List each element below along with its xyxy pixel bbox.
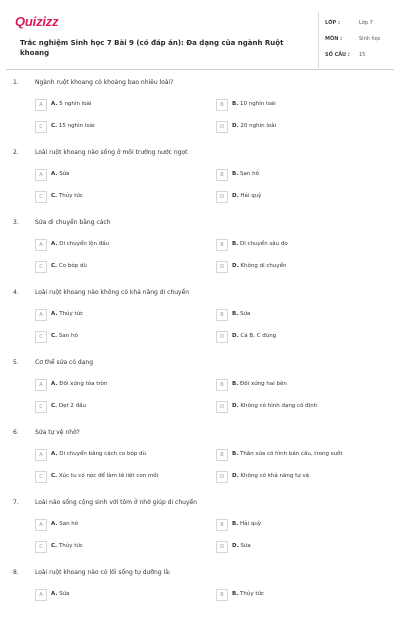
option-label: Cả B, C đúng bbox=[240, 333, 277, 339]
option-label: San hô bbox=[59, 521, 79, 527]
option-key: A. bbox=[51, 241, 58, 247]
option-text bbox=[51, 101, 91, 107]
option-text bbox=[232, 311, 250, 317]
option-key: C. bbox=[51, 543, 58, 549]
option-text bbox=[51, 543, 83, 549]
answer-option[interactable] bbox=[216, 379, 376, 391]
option-key: B. bbox=[232, 521, 239, 527]
option-key: A. bbox=[51, 311, 58, 317]
question-item bbox=[6, 359, 394, 429]
option-key: C. bbox=[51, 403, 58, 409]
option-text bbox=[232, 193, 261, 199]
answer-option[interactable] bbox=[35, 331, 195, 343]
option-key: C. bbox=[51, 333, 58, 339]
option-text bbox=[51, 591, 70, 597]
option-label: Thân sứa có hình bán cầu, trong suốt bbox=[240, 451, 343, 457]
option-letter-box[interactable]: B bbox=[216, 449, 228, 461]
option-text bbox=[232, 473, 311, 479]
question-number: 6. bbox=[13, 429, 19, 436]
option-text bbox=[51, 403, 86, 409]
option-key: B. bbox=[232, 451, 239, 457]
info-row-grade bbox=[325, 20, 395, 32]
question-item bbox=[6, 289, 394, 359]
answer-option[interactable] bbox=[216, 191, 376, 203]
option-label: Di chuyển lộn đầu bbox=[59, 241, 110, 247]
option-label: 10 nghìn loài bbox=[240, 101, 276, 107]
answer-option[interactable] bbox=[216, 589, 376, 601]
option-label: San hô bbox=[58, 333, 78, 339]
question-text: Cơ thể sứa có dạng bbox=[35, 359, 94, 366]
question-number: 8. bbox=[13, 569, 19, 576]
option-letter-box[interactable]: A bbox=[35, 449, 47, 461]
option-label: Không có khả năng tự vệ. bbox=[240, 473, 311, 479]
answer-option[interactable] bbox=[216, 121, 376, 133]
option-letter-box[interactable]: B bbox=[216, 379, 228, 391]
question-item bbox=[6, 79, 394, 149]
option-text bbox=[51, 123, 95, 129]
option-text bbox=[232, 521, 261, 527]
question-number: 7. bbox=[13, 499, 19, 506]
answer-option[interactable] bbox=[35, 589, 195, 601]
option-label: San hô bbox=[240, 171, 259, 177]
option-letter-box[interactable]: C bbox=[35, 191, 47, 203]
answer-option[interactable] bbox=[35, 309, 195, 321]
info-value: 15 bbox=[359, 52, 366, 58]
option-key: D. bbox=[232, 123, 239, 129]
answer-option[interactable] bbox=[216, 541, 376, 553]
option-letter-box[interactable]: A bbox=[35, 589, 47, 601]
answer-option[interactable] bbox=[216, 449, 376, 461]
option-key: B. bbox=[232, 101, 239, 107]
option-text bbox=[232, 123, 276, 129]
answer-option[interactable] bbox=[35, 121, 195, 133]
option-letter-box[interactable]: C bbox=[35, 401, 47, 413]
option-label: 5 nghìn loài bbox=[59, 101, 92, 107]
option-label: Xúc tu có nọc để làm tê liệt con mồi bbox=[58, 473, 159, 479]
question-text: Sứa tự vệ nhờ? bbox=[35, 429, 80, 436]
option-label: Không di chuyển bbox=[240, 263, 287, 269]
answer-option[interactable] bbox=[216, 99, 376, 111]
option-text bbox=[51, 311, 83, 317]
answer-option[interactable] bbox=[216, 519, 376, 531]
option-text bbox=[232, 403, 317, 409]
option-key: C. bbox=[51, 473, 58, 479]
option-key: D. bbox=[232, 333, 239, 339]
option-letter-box[interactable]: C bbox=[35, 261, 47, 273]
answer-option[interactable] bbox=[35, 379, 195, 391]
option-text bbox=[51, 521, 78, 527]
option-letter-box[interactable]: B bbox=[216, 519, 228, 531]
answer-option[interactable] bbox=[35, 191, 195, 203]
option-label: Di chuyển sâu đo bbox=[240, 241, 288, 247]
question-text: Loài ruột khoang nào không có khả năng di chuyển bbox=[35, 289, 190, 296]
answer-option[interactable] bbox=[35, 169, 195, 181]
option-label: 20 nghìn loài bbox=[240, 123, 277, 129]
option-letter-box[interactable]: C bbox=[35, 331, 47, 343]
answer-option[interactable] bbox=[35, 239, 195, 251]
option-key: C. bbox=[51, 193, 58, 199]
option-key: D. bbox=[232, 263, 239, 269]
option-label: Sứa bbox=[59, 591, 70, 597]
option-text bbox=[232, 451, 343, 457]
option-text bbox=[51, 451, 146, 457]
question-number: 3. bbox=[13, 219, 19, 226]
option-letter-box[interactable]: A bbox=[35, 379, 47, 391]
answer-option[interactable] bbox=[216, 309, 376, 321]
option-letter-box[interactable]: D bbox=[216, 471, 228, 483]
option-letter-box[interactable]: A bbox=[35, 309, 47, 321]
option-text bbox=[51, 241, 109, 247]
option-key: A. bbox=[51, 451, 58, 457]
option-letter-box[interactable]: D bbox=[216, 331, 228, 343]
option-text bbox=[232, 543, 251, 549]
option-label: Sứa bbox=[59, 171, 70, 177]
option-label: Thủy tức bbox=[58, 543, 83, 549]
quizizz-logo: Quizizz bbox=[15, 14, 59, 29]
option-letter-box[interactable]: B bbox=[216, 589, 228, 601]
option-text bbox=[232, 263, 286, 269]
option-text bbox=[51, 473, 158, 479]
answer-option[interactable] bbox=[216, 401, 376, 413]
option-letter-box[interactable]: C bbox=[35, 471, 47, 483]
option-letter-box[interactable]: B bbox=[216, 309, 228, 321]
option-label: Sứa bbox=[240, 311, 251, 317]
option-key: A. bbox=[51, 521, 58, 527]
info-key: MÔN : bbox=[325, 36, 343, 42]
option-letter-box[interactable]: D bbox=[216, 121, 228, 133]
info-key: LỚP : bbox=[325, 20, 340, 26]
answer-option[interactable] bbox=[216, 239, 376, 251]
answer-option[interactable] bbox=[35, 261, 195, 273]
option-key: B. bbox=[232, 241, 239, 247]
option-text bbox=[232, 241, 288, 247]
answer-option[interactable] bbox=[35, 519, 195, 531]
option-text bbox=[232, 171, 259, 177]
option-key: C. bbox=[51, 263, 58, 269]
info-box bbox=[318, 12, 395, 68]
option-label: Di chuyển bằng cách co bóp dù bbox=[59, 451, 147, 457]
answer-option[interactable] bbox=[35, 449, 195, 461]
question-item bbox=[6, 569, 394, 639]
option-label: Sứa bbox=[240, 543, 251, 549]
option-key: B. bbox=[232, 171, 239, 177]
question-number: 1. bbox=[13, 79, 19, 86]
info-row-subject bbox=[325, 36, 395, 48]
option-key: A. bbox=[51, 171, 58, 177]
option-text bbox=[51, 333, 78, 339]
question-item bbox=[6, 499, 394, 569]
answer-option[interactable] bbox=[35, 471, 195, 483]
answer-option[interactable] bbox=[216, 331, 376, 343]
option-label: Thủy tức bbox=[240, 591, 265, 597]
option-letter-box[interactable]: D bbox=[216, 261, 228, 273]
option-label: Co bóp dù bbox=[58, 263, 87, 269]
question-item bbox=[6, 429, 394, 499]
info-value: Sinh học bbox=[359, 36, 381, 42]
option-key: A. bbox=[51, 591, 58, 597]
option-letter-box[interactable]: D bbox=[216, 191, 228, 203]
option-letter-box[interactable]: B bbox=[216, 99, 228, 111]
option-label: Thủy tức bbox=[58, 193, 83, 199]
option-letter-box[interactable]: A bbox=[35, 239, 47, 251]
option-key: D. bbox=[232, 403, 239, 409]
option-label: Dẹt 2 đầu bbox=[58, 403, 87, 409]
option-key: D. bbox=[232, 193, 239, 199]
answer-option[interactable] bbox=[35, 401, 195, 413]
option-label: Hải quỳ bbox=[240, 521, 262, 527]
option-letter-box[interactable]: B bbox=[216, 169, 228, 181]
option-letter-box[interactable]: D bbox=[216, 541, 228, 553]
info-row-count bbox=[325, 52, 395, 64]
question-number: 2. bbox=[13, 149, 19, 156]
option-key: B. bbox=[232, 311, 239, 317]
option-key: A. bbox=[51, 101, 58, 107]
answer-option[interactable] bbox=[216, 471, 376, 483]
option-label: Đối xứng tỏa tròn bbox=[59, 381, 108, 387]
option-label: Thủy tức bbox=[59, 311, 84, 317]
question-item bbox=[6, 219, 394, 289]
option-letter-box[interactable]: C bbox=[35, 541, 47, 553]
question-text: Sứa di chuyển bằng cách bbox=[35, 219, 111, 226]
option-text bbox=[232, 591, 264, 597]
option-text bbox=[232, 101, 276, 107]
option-text bbox=[232, 381, 287, 387]
option-letter-box[interactable]: B bbox=[216, 239, 228, 251]
option-key: C. bbox=[51, 123, 58, 129]
question-text: Loài ruột khoang nào sống ở môi trường nước ngọt bbox=[35, 149, 188, 156]
option-label: Đối xứng hai bên bbox=[240, 381, 287, 387]
question-text: Loài ruột khoang nào có lối sống tự dưỡng là: bbox=[35, 569, 171, 576]
option-key: B. bbox=[232, 381, 239, 387]
info-key: SỐ CÂU : bbox=[325, 52, 350, 58]
answer-option[interactable] bbox=[216, 261, 376, 273]
answer-option[interactable] bbox=[35, 541, 195, 553]
option-text bbox=[51, 263, 87, 269]
document-header bbox=[6, 8, 394, 68]
option-letter-box[interactable]: A bbox=[35, 169, 47, 181]
option-text bbox=[232, 333, 276, 339]
info-value: Lớp 7 bbox=[359, 20, 373, 26]
option-letter-box[interactable]: D bbox=[216, 401, 228, 413]
option-key: B. bbox=[232, 591, 239, 597]
question-item bbox=[6, 149, 394, 219]
answer-option[interactable] bbox=[35, 99, 195, 111]
option-text bbox=[51, 193, 83, 199]
option-key: A. bbox=[51, 381, 58, 387]
option-text bbox=[51, 171, 70, 177]
answer-option[interactable] bbox=[216, 169, 376, 181]
option-letter-box[interactable]: C bbox=[35, 121, 47, 133]
header-divider bbox=[6, 69, 394, 70]
option-key: D. bbox=[232, 473, 239, 479]
option-label: Hải quỳ bbox=[240, 193, 262, 199]
document-title: Trắc nghiệm Sinh học 7 Bài 9 (có đáp án): Đa dạng của ngành Ruột khoang bbox=[20, 39, 284, 57]
question-number: 4. bbox=[13, 289, 19, 296]
option-letter-box[interactable]: A bbox=[35, 99, 47, 111]
option-label: Không có hình dạng cố định bbox=[240, 403, 318, 409]
question-text: Loài nào sống cộng sinh với tôm ở nhờ giúp di chuyển bbox=[35, 499, 197, 506]
question-text: Ngành ruột khoang có khoảng bao nhiêu loài? bbox=[35, 79, 174, 86]
question-number: 5. bbox=[13, 359, 19, 366]
option-letter-box[interactable]: A bbox=[35, 519, 47, 531]
option-label: 15 nghìn loài bbox=[58, 123, 95, 129]
option-key: D. bbox=[232, 543, 239, 549]
option-text bbox=[51, 381, 107, 387]
